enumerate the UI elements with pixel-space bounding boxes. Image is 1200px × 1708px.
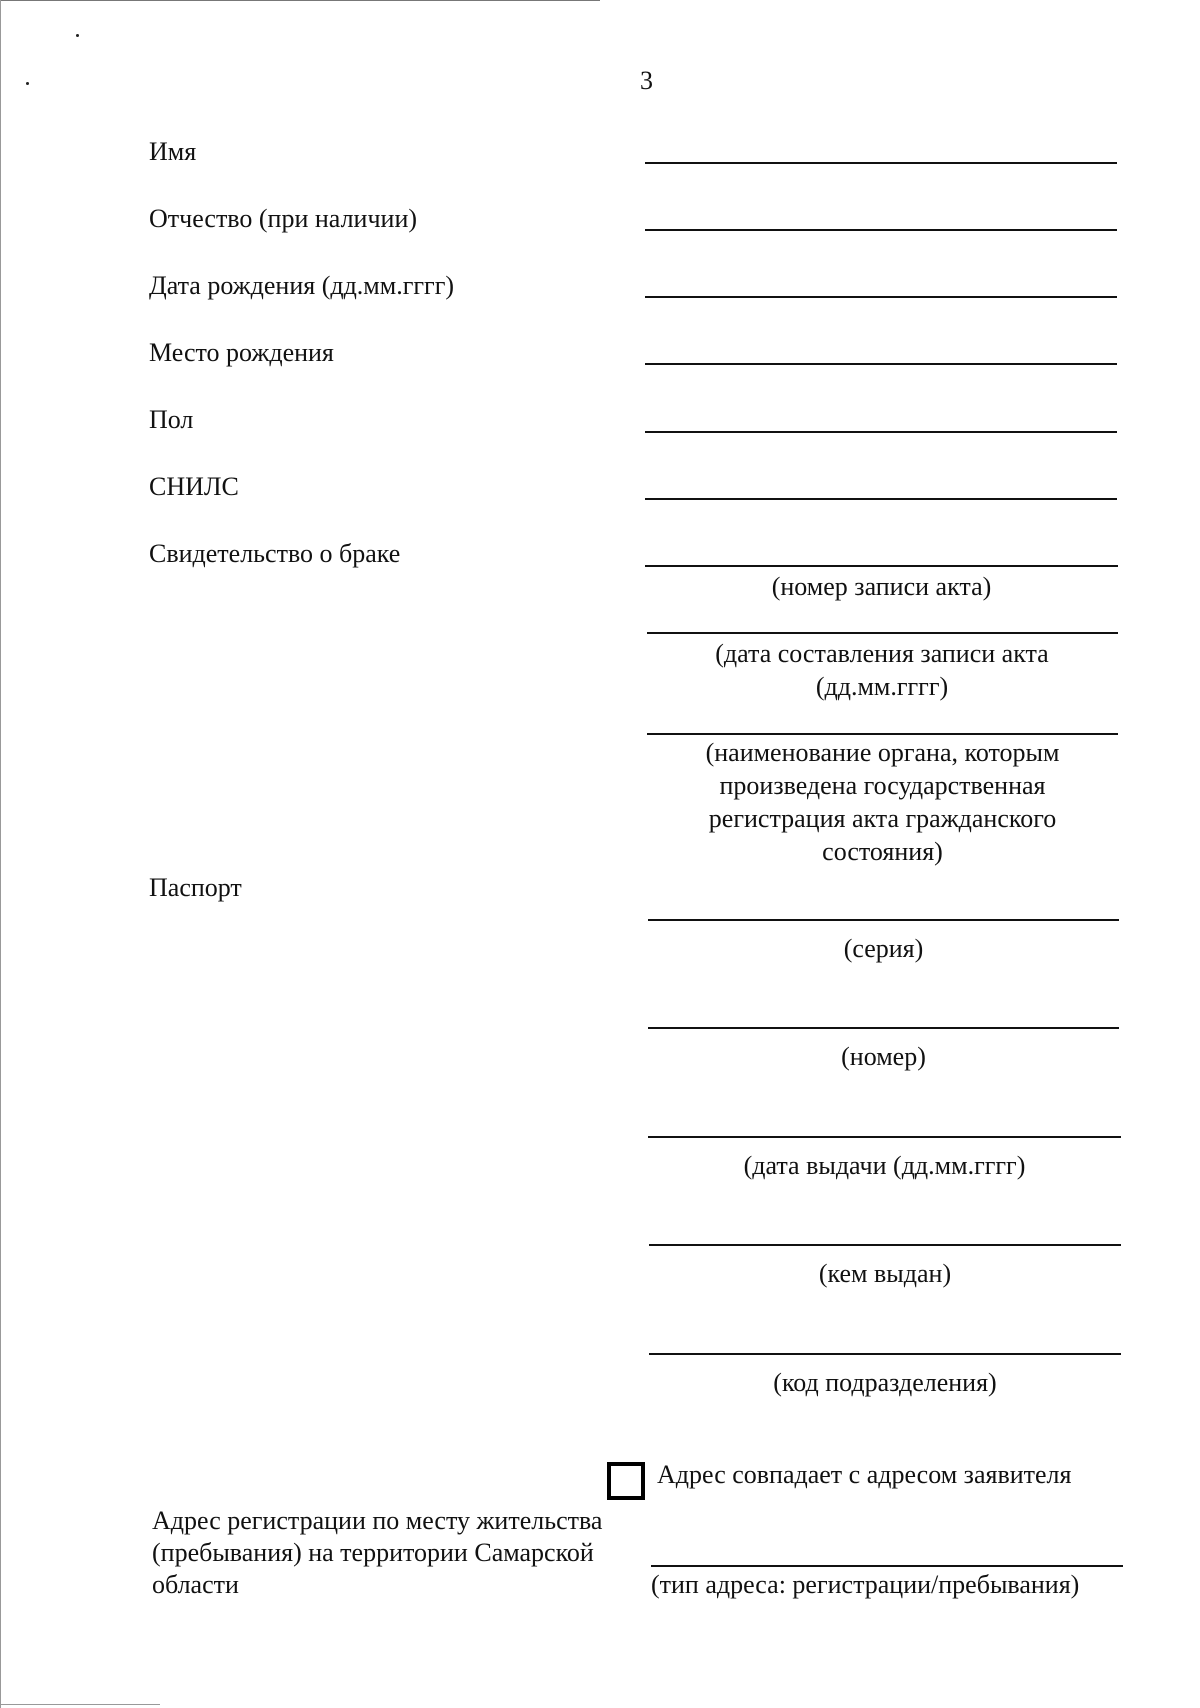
scan-speck xyxy=(76,34,79,37)
passport-division-code-caption: (код подразделения) xyxy=(773,1368,997,1397)
patronymic-input-line[interactable] xyxy=(645,229,1117,231)
scan-edge-bottom xyxy=(0,1704,160,1705)
marriage-authority-input-line[interactable] xyxy=(647,733,1118,735)
passport-issued-by-caption: (кем выдан) xyxy=(818,1259,952,1288)
page-number: 3 xyxy=(640,66,653,95)
field-label-sex: Пол xyxy=(149,405,194,434)
field-label-birth-date: Дата рождения (дд.мм.гггг) xyxy=(149,271,455,300)
passport-series-caption: (серия) xyxy=(843,934,924,963)
registration-address-label: Адрес регистрации по месту жительства (пребывания) на территории Самарской области xyxy=(152,1506,603,1599)
scan-edge-top xyxy=(0,0,600,1)
scan-speck xyxy=(26,82,29,85)
field-label-first-name: Имя xyxy=(149,137,197,166)
birth-place-input-line[interactable] xyxy=(645,363,1117,365)
passport-issue-date-caption: (дата выдачи (дд.мм.гггг) xyxy=(743,1151,1026,1180)
passport-issued-by-input-line[interactable] xyxy=(649,1244,1121,1246)
field-label-passport: Паспорт xyxy=(149,873,242,902)
marriage-act-date-input-line[interactable] xyxy=(647,632,1118,634)
registration-address-input-line[interactable] xyxy=(651,1565,1123,1567)
passport-division-code-input-line[interactable] xyxy=(649,1353,1121,1355)
field-label-snils: СНИЛС xyxy=(149,472,239,501)
passport-issue-date-input-line[interactable] xyxy=(648,1136,1121,1138)
scan-edge-left xyxy=(0,0,1,1708)
marriage-act-number-input-line[interactable] xyxy=(645,565,1118,567)
field-label-marriage-certificate: Свидетельство о браке xyxy=(149,539,401,568)
address-type-caption: (тип адреса: регистрации/пребывания) xyxy=(651,1570,1080,1599)
passport-number-caption: (номер) xyxy=(841,1042,926,1071)
marriage-act-number-caption: (номер записи акта) xyxy=(771,572,992,601)
same-address-label: Адрес совпадает с адресом заявителя xyxy=(657,1460,1072,1489)
field-label-birth-place: Место рождения xyxy=(149,338,334,367)
sex-input-line[interactable] xyxy=(645,431,1117,433)
field-label-patronymic: Отчество (при наличии) xyxy=(149,204,418,233)
passport-number-input-line[interactable] xyxy=(648,1027,1119,1029)
marriage-authority-caption: (наименование органа, которым произведена государственная регистрация акта гражданского состояния) xyxy=(705,738,1060,866)
marriage-act-date-caption: (дата составления записи акта (дд.мм.гггг) xyxy=(715,639,1049,701)
snils-input-line[interactable] xyxy=(645,498,1117,500)
passport-series-input-line[interactable] xyxy=(648,919,1119,921)
birth-date-input-line[interactable] xyxy=(645,296,1117,298)
first-name-input-line[interactable] xyxy=(645,162,1117,164)
same-address-checkbox[interactable] xyxy=(607,1462,645,1500)
